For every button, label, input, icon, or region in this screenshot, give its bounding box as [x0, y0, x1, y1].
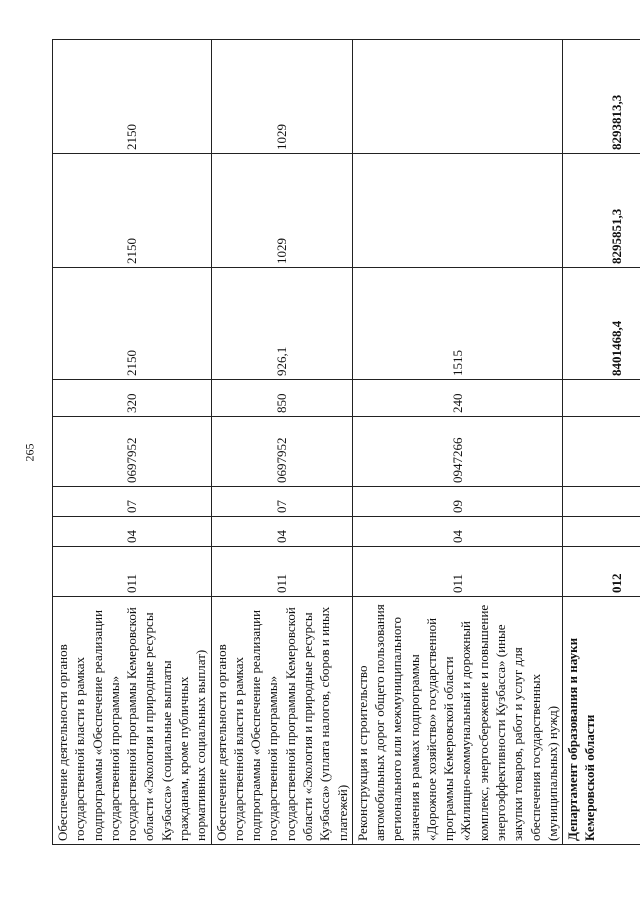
- row-section: 04: [211, 517, 352, 547]
- row-description: Реконструкция и строительство автомобильных дорог общего пользования регионального или межмуниципального значения в рамках подпрограммы «Дорожное хозяйство» государственной программы Кемеровской области «Жилищно-коммунальный и дорожный комплекс, энергосбережение и повышение энергоэффективности Кузбасса» (иные закупки товаров, работ и услуг для обеспечения государственных (муниципальных) нужд): [352, 597, 562, 845]
- row-target: [563, 417, 640, 487]
- page-number-text: 265: [22, 443, 37, 461]
- row-subsection: [563, 487, 640, 517]
- row-value-3: 1029: [211, 40, 352, 154]
- row-value-2: 2150: [53, 154, 212, 268]
- row-section: [563, 517, 640, 547]
- row-code: 011: [53, 547, 212, 597]
- row-value-1: 1515: [352, 268, 562, 380]
- row-subsection: 09: [352, 487, 562, 517]
- row-section: 04: [352, 517, 562, 547]
- row-section: 04: [53, 517, 212, 547]
- row-value-1: 926,1: [211, 268, 352, 380]
- row-expense-type: 320: [53, 380, 212, 417]
- row-target: 0947266: [352, 417, 562, 487]
- table-row: [563, 40, 640, 845]
- row-value-2: [352, 154, 562, 268]
- row-subsection: 07: [211, 487, 352, 517]
- table-row: [352, 40, 562, 845]
- row-code: 011: [211, 547, 352, 597]
- row-code: 011: [352, 547, 562, 597]
- rotated-table-wrapper: [52, 40, 625, 845]
- row-target: 0697952: [211, 417, 352, 487]
- row-expense-type: 850: [211, 380, 352, 417]
- table-row: [211, 40, 352, 845]
- row-value-3: 2150: [53, 40, 212, 154]
- page-number: [20, 445, 40, 459]
- row-code: 012: [563, 547, 640, 597]
- document-page: [52, 40, 625, 845]
- row-expense-type: 240: [352, 380, 562, 417]
- row-value-3: 8293813,3: [563, 40, 640, 154]
- row-target: 0697952: [53, 417, 212, 487]
- row-subsection: 07: [53, 487, 212, 517]
- row-value-1: 8401468,4: [563, 268, 640, 380]
- row-description: Обеспечение деятельности органов государственной власти в рамках подпрограммы «Обеспечение реализации государственной программы» государственной программы Кемеровской области «Экология и природные ресурсы Кузбасса» (уплата налогов, сборов и иных платежей): [211, 597, 352, 845]
- row-value-2: 1029: [211, 154, 352, 268]
- row-description: Департамент образования и науки Кемеровской области: [563, 597, 640, 845]
- row-expense-type: [563, 380, 640, 417]
- row-value-1: 2150: [53, 268, 212, 380]
- row-description: Обеспечение деятельности органов государственной власти в рамках подпрограммы «Обеспечение реализации государственной программы» государственной программы Кемеровской области «Экология и природные ресурсы Кузбасса» (социальные выплаты гражданам, кроме публичных нормативных социальных выплат): [53, 597, 212, 845]
- row-value-2: 8295851,3: [563, 154, 640, 268]
- budget-table: [52, 39, 640, 845]
- row-value-3: [352, 40, 562, 154]
- table-row: [53, 40, 212, 845]
